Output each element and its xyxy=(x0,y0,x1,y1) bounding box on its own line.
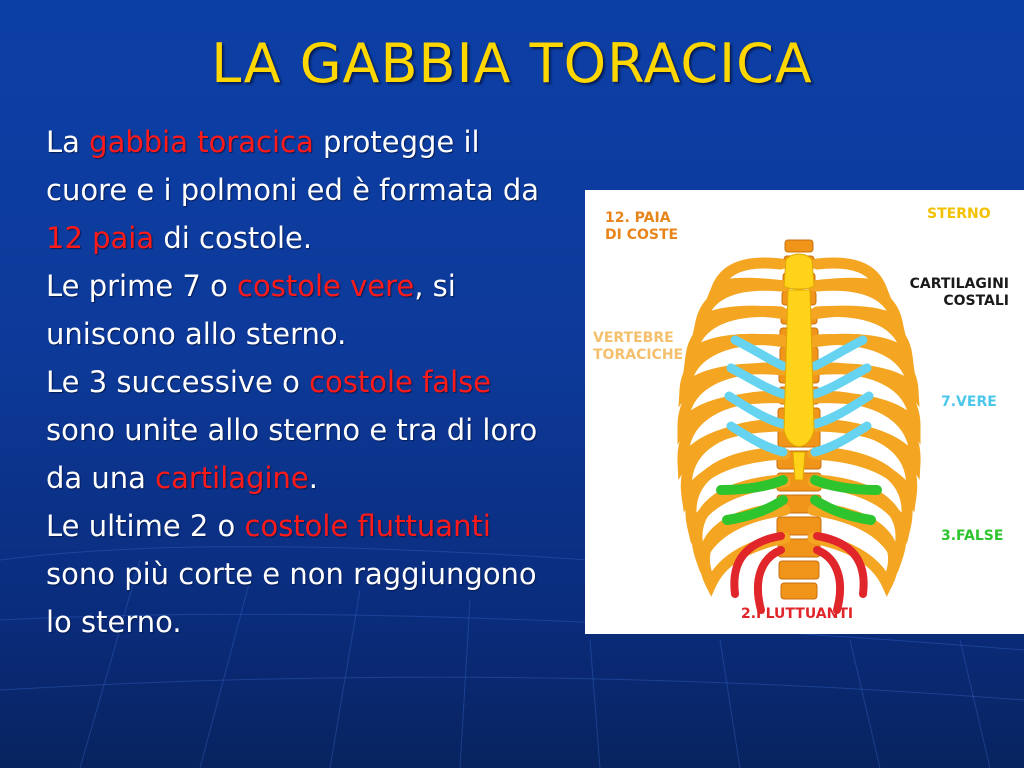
body-text-span: sono più corte e non raggiungono lo sterno. xyxy=(46,557,537,639)
body-text-span: protegge il cuore e i polmoni ed è formata da xyxy=(46,125,540,207)
body-paragraph xyxy=(46,358,566,502)
body-text-span: La xyxy=(46,125,90,159)
rib-cage-drawing xyxy=(585,190,1024,634)
label-cartilagini-costali: CARTILAGINI COSTALI xyxy=(909,276,1009,309)
label-7-vere: 7.VERE xyxy=(941,394,997,410)
highlighted-term: cartilagine xyxy=(155,461,309,495)
label-12-paia-coste: 12. PAIA DI COSTE xyxy=(605,210,679,243)
body-text-span: Le prime 7 o xyxy=(46,269,238,303)
body-text-span: di costole. xyxy=(154,221,313,255)
body-text-span: . xyxy=(308,461,318,495)
body-paragraph xyxy=(46,502,566,646)
body-text-span: Le 3 successive o xyxy=(46,365,310,399)
label-2-fluttuanti: 2.FLUTTUANTI xyxy=(741,606,854,622)
label-3-false: 3.FALSE xyxy=(941,528,1004,544)
slide-body xyxy=(46,118,566,646)
body-text-span: sono unite allo sterno e tra di loro da una xyxy=(46,413,538,495)
highlighted-term: costole vere xyxy=(237,269,415,303)
body-paragraph xyxy=(46,262,566,358)
body-text-span: , si uniscono allo sterno. xyxy=(46,269,456,351)
highlighted-term: gabbia toracica xyxy=(89,125,314,159)
highlighted-term: 12 paia xyxy=(46,221,155,255)
body-text-span: Le ultime 2 o xyxy=(46,509,245,543)
label-vertebre-toraciche: VERTEBRE TORACICHE xyxy=(593,330,684,363)
highlighted-term: costole fluttuanti xyxy=(244,509,491,543)
highlighted-term: costole false xyxy=(309,365,492,399)
body-paragraph xyxy=(46,118,566,262)
rib-cage-illustration xyxy=(585,190,1024,634)
label-sterno: STERNO xyxy=(927,206,991,222)
slide-title: LA GABBIA TORACICA xyxy=(211,32,813,95)
